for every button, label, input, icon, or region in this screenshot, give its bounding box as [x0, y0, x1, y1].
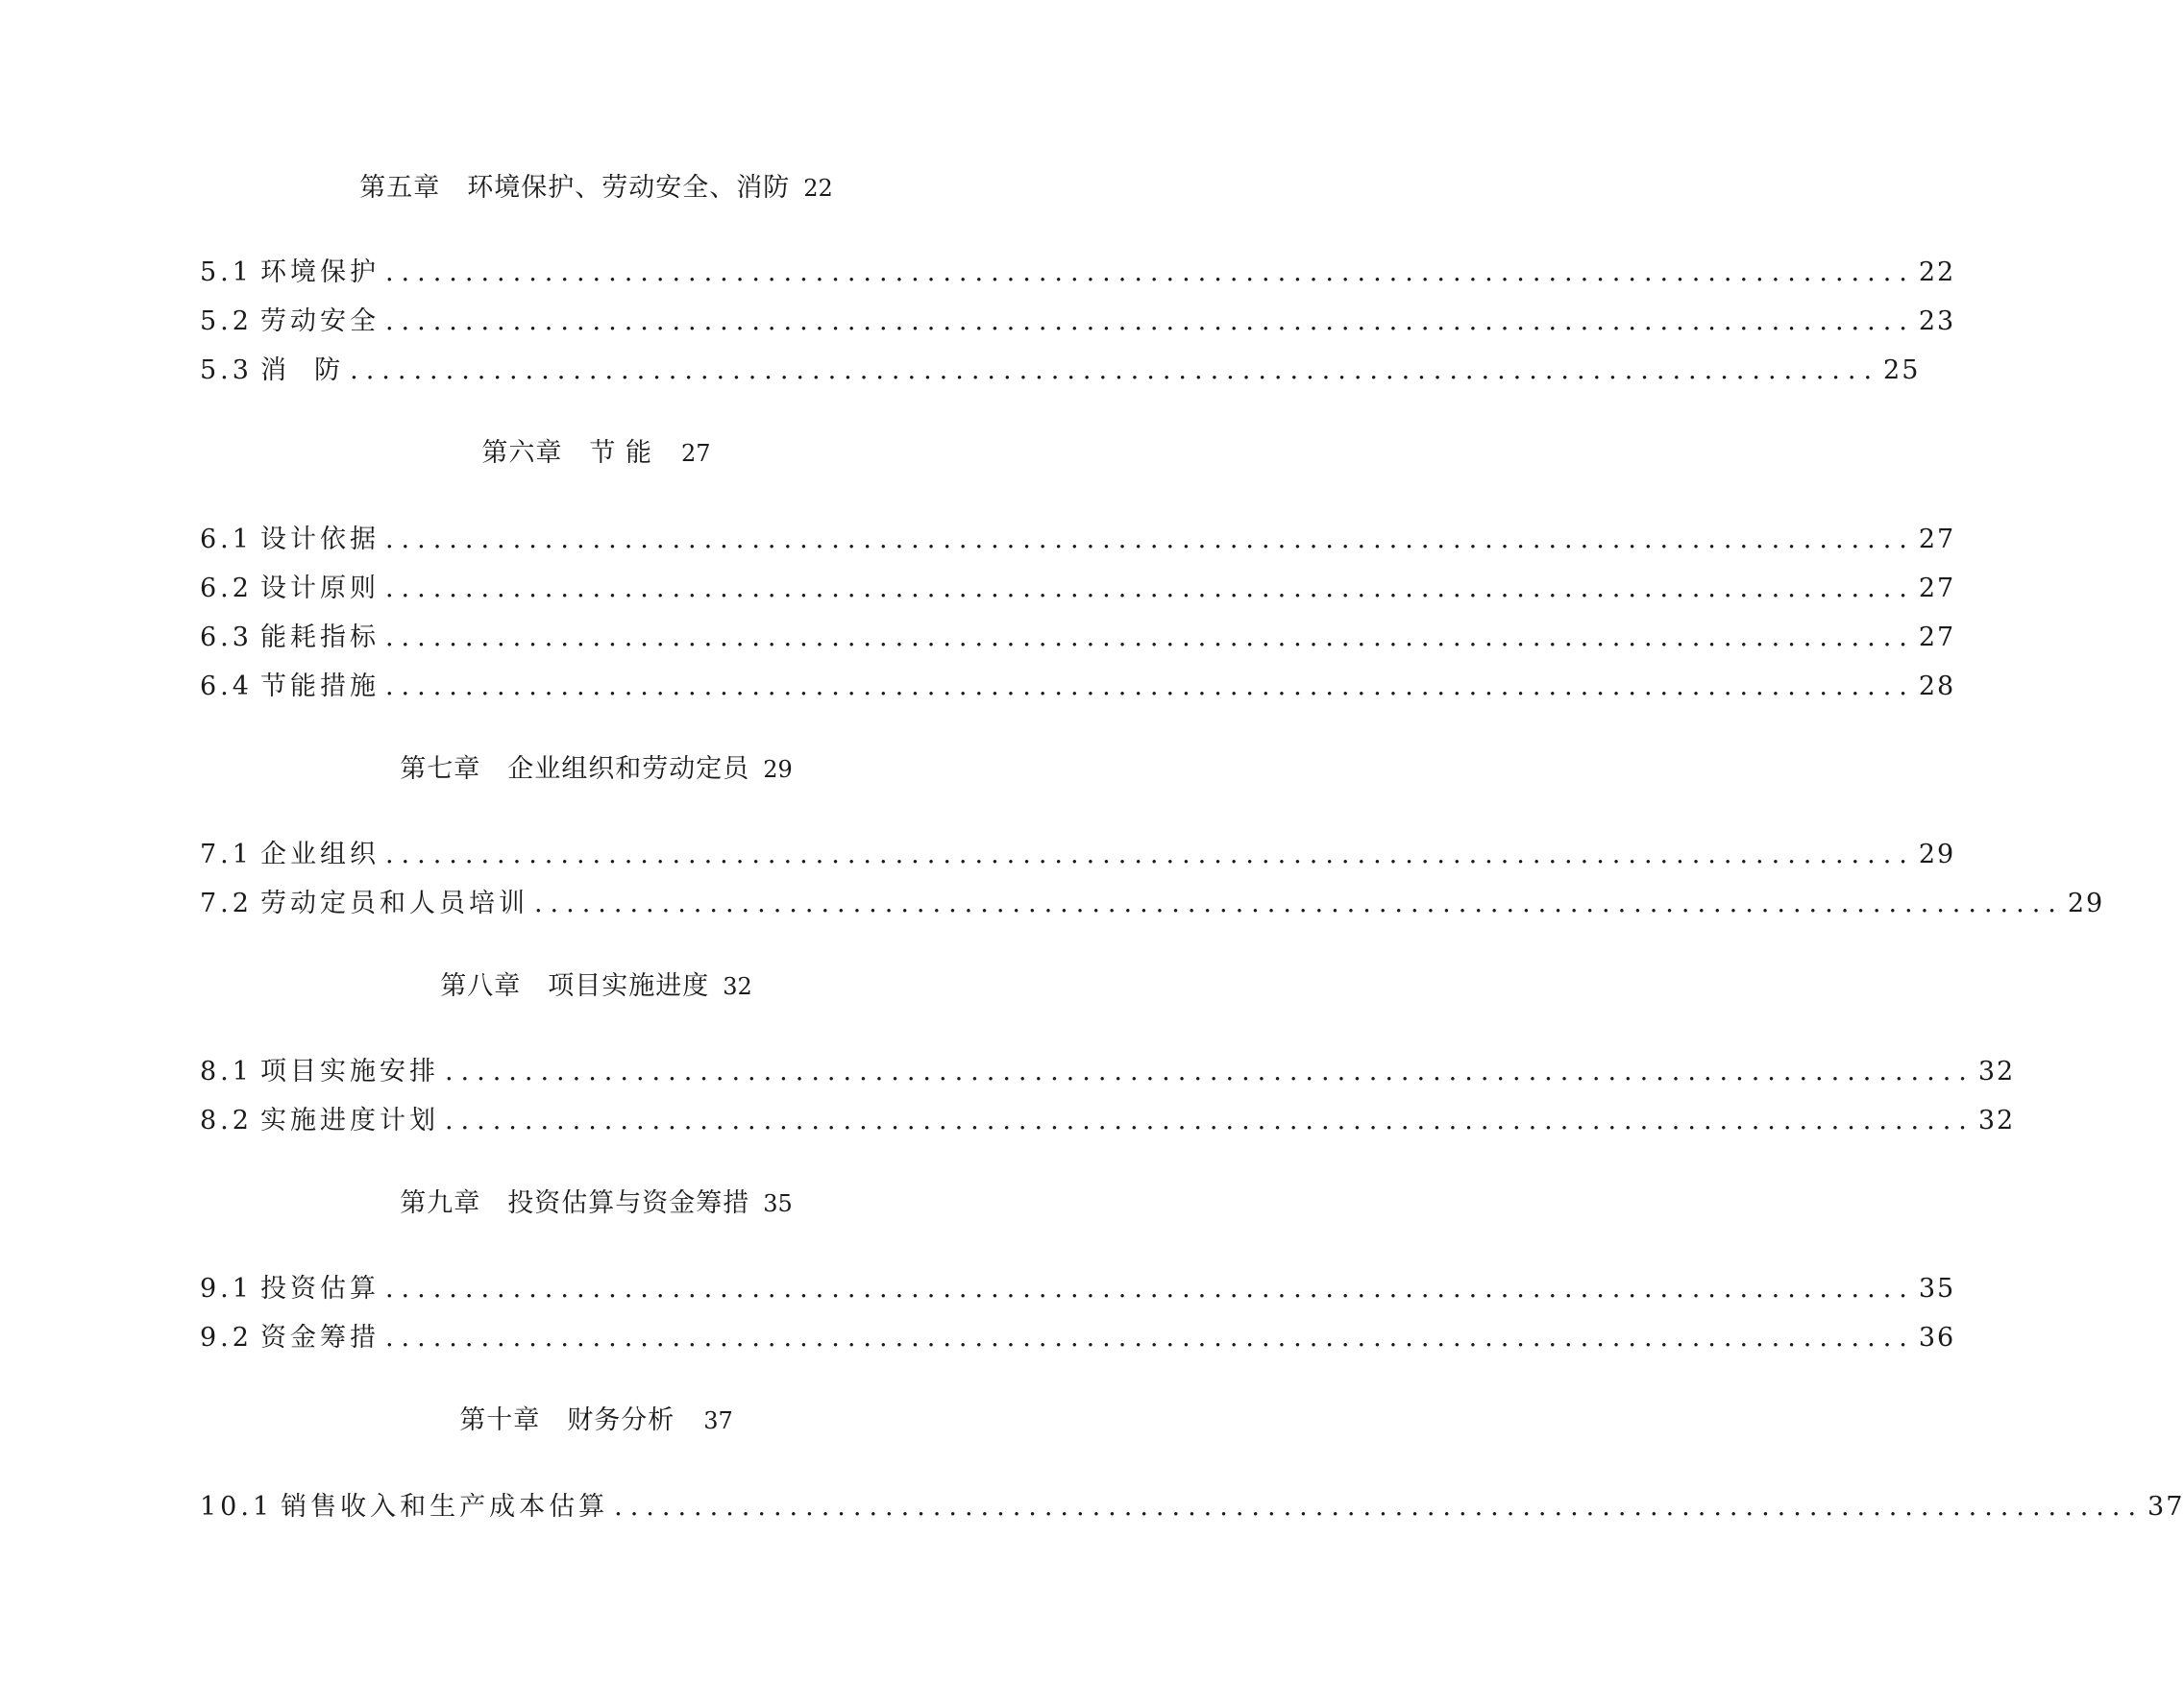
- chapter-title: 项目实施进度: [548, 971, 710, 1001]
- toc-entry-page: 36: [1918, 1323, 1956, 1353]
- toc-entry-number: 5.1: [200, 257, 253, 287]
- toc-entry-title: 设计依据: [259, 525, 380, 554]
- chapter-number: 第九章: [400, 1188, 481, 1218]
- toc-entry-label: [200, 1102, 439, 1140]
- chapter-number: 第八章: [440, 971, 522, 1001]
- toc-entry-page: 35: [1918, 1274, 1956, 1304]
- toc-entry-page: 37: [2147, 1492, 2184, 1522]
- toc-entry-label: [200, 619, 380, 657]
- chapter-title: 投资估算与资金筹措: [507, 1188, 750, 1218]
- toc-entry-title: 劳动安全: [259, 306, 380, 336]
- toc-entry-title: 设计原则: [259, 574, 380, 603]
- toc-entry-number: 5.3: [200, 355, 253, 385]
- toc-entry[interactable]: [200, 1488, 2184, 1526]
- toc-entry-page: 29: [1918, 840, 1956, 869]
- toc-entry[interactable]: [200, 1102, 2016, 1140]
- chapter-page: 35: [763, 1190, 793, 1217]
- toc-entry-number: 9.2: [200, 1323, 253, 1353]
- toc-entry[interactable]: [200, 352, 1921, 390]
- dot-leader: ................................................................................................: [384, 840, 1915, 869]
- toc-entry-number: 6.1: [200, 525, 253, 554]
- toc-entry[interactable]: [200, 885, 2105, 923]
- chapter-page: 22: [803, 175, 833, 202]
- toc-entry-number: 8.2: [200, 1106, 253, 1136]
- dot-leader: ................................................................................................: [384, 672, 1915, 701]
- toc-entry-page: 23: [1918, 306, 1956, 336]
- toc-entry-title: 资金筹措: [259, 1323, 380, 1353]
- toc-entry-title: 节能措施: [259, 672, 380, 701]
- chapter-title: 财务分析: [567, 1405, 675, 1435]
- chapter-number: 第七章: [400, 754, 481, 784]
- chapter-heading: [0, 750, 1192, 789]
- toc-entry-label: [200, 352, 344, 390]
- toc-entry[interactable]: [200, 521, 1956, 559]
- toc-entry-page: 27: [1918, 623, 1956, 652]
- toc-entry-label: [200, 254, 380, 292]
- chapter-number: 第十章: [459, 1405, 541, 1435]
- toc-entry-page: 29: [2067, 889, 2105, 918]
- dot-leader: ................................................................................................: [350, 355, 1880, 385]
- dot-leader: ................................................................................................: [384, 306, 1915, 336]
- dot-leader: ................................................................................................: [384, 1274, 1915, 1304]
- dot-leader: ................................................................................................: [533, 889, 2064, 918]
- toc-entry-number: 9.1: [200, 1274, 253, 1304]
- chapter-title: 节 能: [589, 438, 653, 468]
- toc-entry[interactable]: [200, 1319, 1956, 1357]
- toc-entry-number: 8.1: [200, 1057, 253, 1087]
- chapter-heading: [0, 1184, 1192, 1223]
- toc-entry[interactable]: [200, 254, 1956, 292]
- chapter-heading: [0, 967, 1192, 1006]
- toc-entry-number: 7.1: [200, 840, 253, 869]
- dot-leader: ................................................................................................: [444, 1057, 1975, 1087]
- toc-entry-page: 32: [1977, 1106, 2016, 1136]
- toc-entry-title: 消 防: [259, 355, 345, 385]
- toc-entry[interactable]: [200, 303, 1956, 341]
- toc-entry-page: 27: [1918, 525, 1956, 554]
- toc-entry-number: 10.1: [200, 1492, 274, 1522]
- toc-entry-title: 项目实施安排: [259, 1057, 439, 1087]
- dot-leader: ................................................................................................: [384, 623, 1915, 652]
- toc-entry-label: [200, 570, 380, 608]
- toc-entry-title: 投资估算: [259, 1274, 380, 1304]
- toc-entry-number: 6.2: [200, 574, 253, 603]
- chapter-page: 27: [681, 440, 711, 467]
- toc-entry-label: [200, 1053, 439, 1091]
- dot-leader: ................................................................................................: [384, 525, 1915, 554]
- toc-entry-label: [200, 885, 528, 923]
- dot-leader: ................................................................................................: [384, 574, 1915, 603]
- toc-entry-label: [200, 836, 380, 874]
- toc-entry-label: [200, 521, 380, 559]
- toc-entry-number: 6.4: [200, 672, 253, 701]
- toc-entry-title: 能耗指标: [259, 623, 380, 652]
- toc-entry-title: 企业组织: [259, 840, 380, 869]
- dot-leader: ................................................................................................: [614, 1492, 2145, 1522]
- chapter-heading: [0, 169, 1192, 208]
- toc-entry[interactable]: [200, 570, 1956, 608]
- toc-entry-title: 实施进度计划: [259, 1106, 439, 1136]
- toc-entry[interactable]: [200, 836, 1956, 874]
- toc-entry[interactable]: [200, 1053, 2016, 1091]
- dot-leader: ................................................................................................: [384, 257, 1915, 287]
- toc-entry-title: 环境保护: [259, 257, 380, 287]
- chapter-heading: [0, 1402, 1192, 1440]
- chapter-number: 第六章: [481, 438, 563, 468]
- toc-entry-title: 劳动定员和人员培训: [259, 889, 528, 918]
- toc-entry-label: [200, 1270, 380, 1308]
- chapter-heading: [0, 434, 1192, 473]
- chapter-page: 37: [703, 1407, 733, 1434]
- chapter-title: 环境保护、劳动安全、消防: [467, 173, 791, 203]
- toc-entry-label: [200, 668, 380, 706]
- toc-entry-number: 6.3: [200, 623, 253, 652]
- toc-entry-page: 32: [1977, 1057, 2016, 1087]
- toc-entry-page: 27: [1918, 574, 1956, 603]
- toc-entry[interactable]: [200, 668, 1956, 706]
- toc-entry-label: [200, 1488, 608, 1526]
- toc-entry-number: 7.2: [200, 889, 253, 918]
- chapter-number: 第五章: [359, 173, 441, 203]
- toc-entry-page: 25: [1883, 355, 1921, 385]
- chapter-page: 32: [723, 973, 752, 1000]
- toc-entry[interactable]: [200, 619, 1956, 657]
- toc-entry-page: 22: [1918, 257, 1956, 287]
- toc-entry-label: [200, 1319, 380, 1357]
- chapter-page: 29: [763, 756, 793, 783]
- toc-entry-title: 销售收入和生产成本估算: [281, 1492, 609, 1522]
- toc-entry-page: 28: [1918, 672, 1956, 701]
- dot-leader: ................................................................................................: [444, 1106, 1975, 1136]
- toc-entry-number: 5.2: [200, 306, 253, 336]
- chapter-title: 企业组织和劳动定员: [507, 754, 750, 784]
- toc-entry-label: [200, 303, 380, 341]
- toc-entry[interactable]: [200, 1270, 1956, 1308]
- dot-leader: ................................................................................................: [384, 1323, 1915, 1353]
